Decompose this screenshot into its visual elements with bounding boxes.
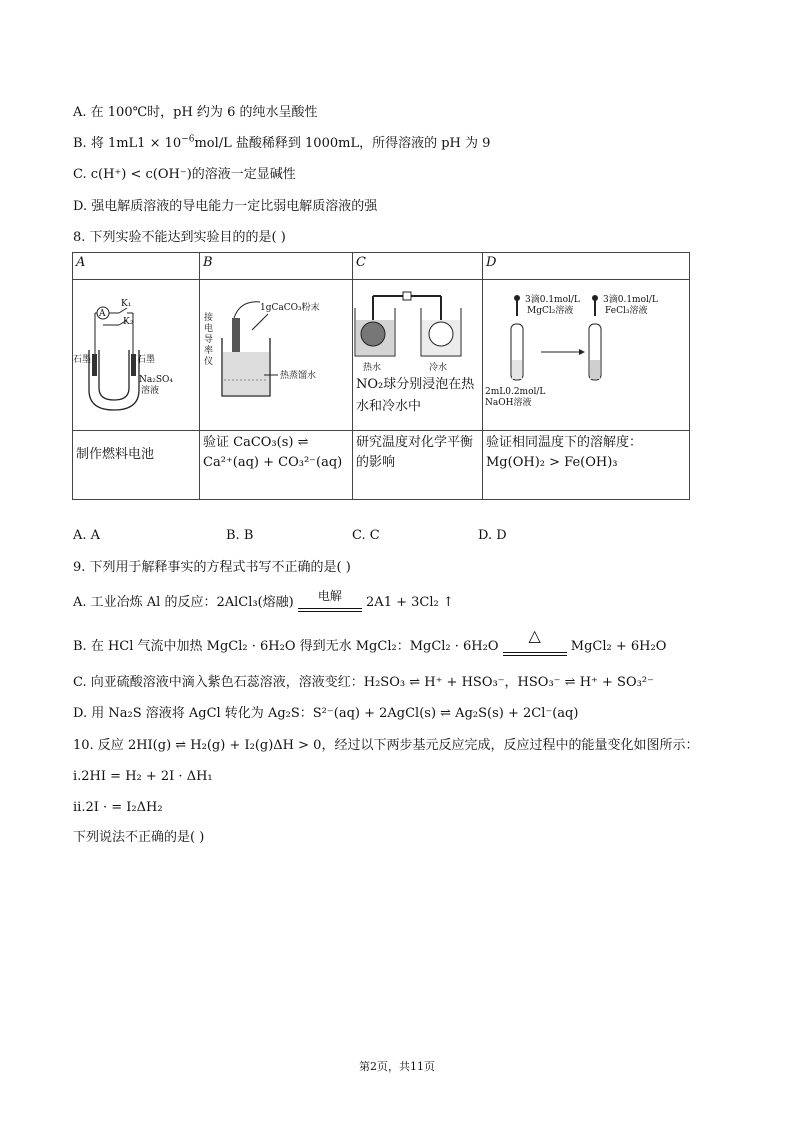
q9-option-b-pre: B. 在 HCl 气流中加热 MgCl₂ · 6H₂O 得到无水 MgCl₂：MgCl₂ · 6H₂O	[73, 639, 499, 654]
meter-label-5: 仪	[204, 357, 214, 367]
q8-option-b: B. B	[226, 528, 254, 543]
q8-caption-b: 验证 CaCO₃(s) ⇌ Ca²⁺(aq) + CO₃²⁻(aq)	[200, 431, 353, 500]
switch-k2-label: K₂	[123, 317, 134, 327]
q8-figure-c	[353, 280, 483, 431]
heat-triangle-icon: △	[528, 626, 541, 645]
q9-option-a-condition	[298, 589, 362, 612]
equation-equals-bar	[503, 652, 567, 656]
q7-option-a: A. 在 100℃时，pH 约为 6 的纯水呈酸性	[73, 105, 318, 120]
electrolyte-label: Na₂SO₄	[139, 375, 174, 385]
q8-figure-a	[73, 280, 200, 431]
precipitate-diagram	[483, 280, 695, 428]
ammeter-label: A	[99, 309, 106, 319]
conductivity-diagram	[200, 280, 350, 428]
q8-stem: 8. 下列实验不能达到实验目的的是( )	[73, 230, 286, 245]
q7-option-b-pre: B. 将 1mL1 × 10	[73, 136, 182, 151]
fecl3-solution-label: FeCl₃溶液	[605, 306, 648, 316]
q7-option-c: C. c(H⁺) < c(OH⁻)的溶液一定显碱性	[73, 167, 296, 182]
q10-step-2: ii.2I · = I₂ΔH₂	[73, 800, 163, 815]
caco3-label: 1gCaCO₃粉末	[260, 303, 320, 313]
q8-header-d: D	[483, 253, 690, 280]
q8-experiment-table	[72, 252, 690, 500]
q7-option-b-sup: −6	[181, 134, 195, 145]
fuel-cell-diagram	[73, 280, 197, 428]
q7-option-b-post: mol/L 盐酸稀释到 1000mL，所得溶液的 pH 为 9	[194, 136, 491, 151]
q9-option-b-post: MgCl₂ + 6H₂O	[570, 639, 667, 654]
switch-k1-label: K₁	[121, 299, 132, 309]
equation-equals-bar	[298, 608, 362, 612]
q8-figure-c-note: NO₂球分别浸泡在热水和冷水中	[356, 377, 475, 414]
q8-figure-b	[200, 280, 353, 431]
q8-caption-a: 制作燃料电池	[73, 431, 200, 500]
q9-option-a-post: 2A1 + 3Cl₂ ↑	[366, 595, 454, 610]
q8-caption-c: 研究温度对化学平衡的影响	[353, 431, 483, 500]
meter-label-2: 电	[204, 324, 214, 334]
q8-option-d: D. D	[478, 528, 507, 543]
q9-option-b	[73, 626, 667, 656]
hot-water-label: 热蒸馏水	[280, 371, 317, 381]
q9-stem: 9. 下列用于解释事实的方程式书写不正确的是( )	[73, 560, 351, 575]
mgcl2-solution-label: MgCl₂溶液	[527, 306, 574, 316]
q8-header-c: C	[353, 253, 483, 280]
meter-label-1: 接	[204, 313, 214, 323]
fecl3-conc-label: 3滴0.1mol/L	[603, 295, 658, 305]
cold-water-label: 冷水	[429, 363, 448, 373]
q9-option-a-pre: A. 工业冶炼 Al 的反应：2AlCl₃(熔融)	[73, 595, 294, 610]
q10-stem: 10. 反应 2HI(g) ⇌ H₂(g) + I₂(g)ΔH > 0，经过以下两步基元反应完成，反应过程中的能量变化如图所示：	[73, 738, 699, 753]
q9-option-c: C. 向亚硫酸溶液中滴入紫色石蕊溶液，溶液变红：H₂SO₃ ⇌ H⁺ + HSO₃⁻，HSO₃⁻ ⇌ H⁺ + SO₃²⁻	[73, 675, 654, 690]
q8-option-a: A. A	[73, 528, 101, 543]
naoh-solution-label: NaOH溶液	[485, 398, 532, 408]
electrolysis-label: 电解	[317, 589, 342, 603]
meter-label-3: 导	[204, 335, 214, 345]
naoh-conc-label: 2mL0.2mol/L	[485, 387, 546, 397]
q9-option-d: D. 用 Na₂S 溶液将 AgCl 转化为 Ag₂S：S²⁻(aq) + 2AgCl(s) ⇌ Ag₂S(s) + 2Cl⁻(aq)	[73, 706, 579, 721]
page-footer: 第2页，共11页	[359, 1060, 435, 1073]
q8-header-b: B	[200, 253, 353, 280]
q8-caption-d: 验证相同温度下的溶解度：Mg(OH)₂ > Fe(OH)₃	[483, 431, 690, 500]
q8-figure-d	[483, 280, 690, 431]
meter-label-4: 率	[204, 346, 214, 356]
q8-option-c: C. C	[352, 528, 380, 543]
q9-option-b-condition	[503, 626, 567, 656]
q10-step-1: i.2HI = H₂ + 2I · ΔH₁	[73, 769, 213, 784]
graphite-left-label: 石墨	[73, 355, 92, 365]
mgcl2-conc-label: 3滴0.1mol/L	[525, 295, 580, 305]
q10-ask: 下列说法不正确的是( )	[73, 830, 205, 845]
q7-option-d: D. 强电解质溶液的导电能力一定比弱电解质溶液的强	[73, 199, 378, 214]
electrolyte-label-2: 溶液	[141, 386, 160, 396]
hot-water-label: 热水	[363, 363, 382, 373]
q7-option-b	[73, 135, 490, 153]
q9-option-a	[73, 589, 454, 612]
q8-header-a: A	[73, 253, 200, 280]
graphite-right-label: 石墨	[137, 355, 156, 365]
no2-balls-diagram	[353, 280, 479, 378]
